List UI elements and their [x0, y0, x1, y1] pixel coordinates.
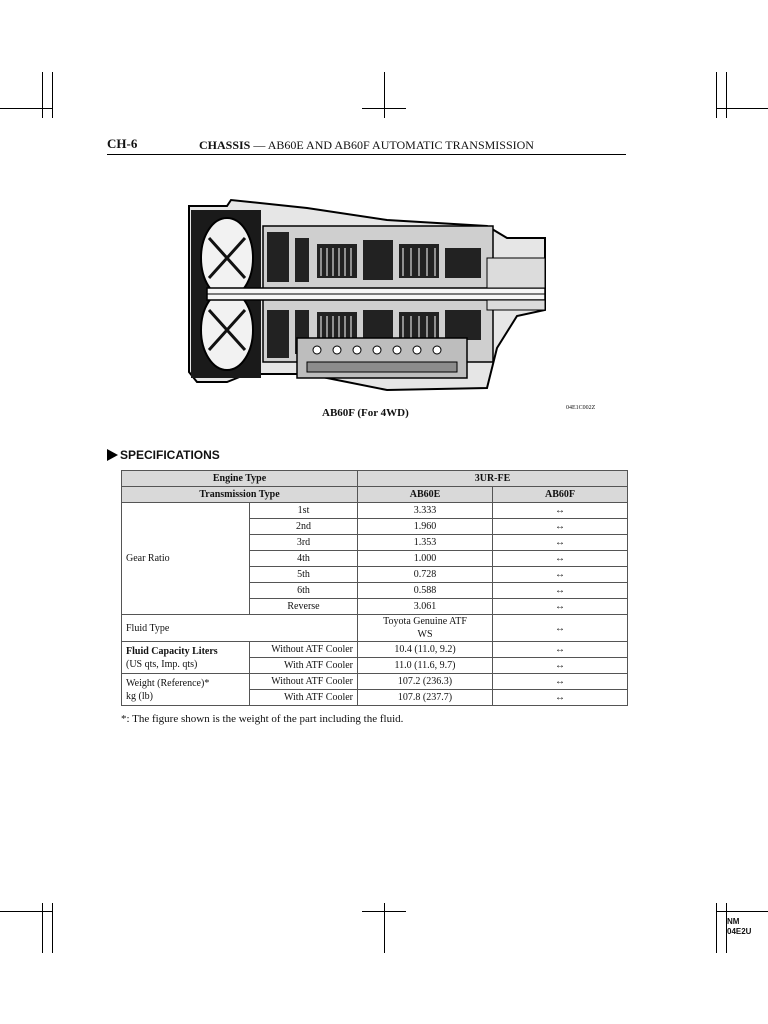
fluid-with-cooler-label: With ATF Cooler [250, 658, 358, 674]
gear-ratio-ab60e: 0.728 [358, 567, 493, 583]
header-divider [107, 154, 626, 155]
gear-name: 1st [250, 503, 358, 519]
transmission-type-label: Transmission Type [122, 487, 358, 503]
weight-title: Weight (Reference)* [126, 677, 210, 689]
fluid-type-line2: WS [417, 629, 433, 640]
gear-ratio-ab60f: ↔ [493, 535, 628, 551]
fluid-with-cooler-ab60f: ↔ [493, 658, 628, 674]
table-row [122, 615, 628, 642]
gear-name: 4th [250, 551, 358, 567]
fluid-capacity-label [122, 642, 250, 674]
fluid-capacity-units: (US qts, Imp. qts) [126, 658, 198, 670]
weight-with-cooler-ab60e: 107.8 (237.7) [358, 690, 493, 706]
footer-code-line1: NM [727, 917, 740, 926]
gear-ratio-ab60f: ↔ [493, 503, 628, 519]
fluid-with-cooler-ab60e: 11.0 (11.6, 9.7) [358, 658, 493, 674]
gear-ratio-ab60e: 1.000 [358, 551, 493, 567]
gear-ratio-ab60f: ↔ [493, 519, 628, 535]
fluid-without-cooler-ab60e: 10.4 (11.0, 9.2) [358, 642, 493, 658]
page-title [199, 138, 534, 153]
footer-code-line2: 04E2U [727, 927, 752, 936]
gear-ratio-ab60f: ↔ [493, 599, 628, 615]
fluid-type-label: Fluid Type [122, 615, 358, 642]
table-row [122, 471, 628, 487]
fluid-without-cooler-label: Without ATF Cooler [250, 642, 358, 658]
fluid-type-ab60f: ↔ [493, 615, 628, 642]
fluid-without-cooler-ab60f: ↔ [493, 642, 628, 658]
column-header-ab60f: AB60F [493, 487, 628, 503]
section-name: CHASSIS [199, 138, 251, 152]
gear-ratio-ab60e: 3.333 [358, 503, 493, 519]
transmission-cutaway-icon [187, 198, 547, 398]
gear-name: 6th [250, 583, 358, 599]
weight-without-cooler-label: Without ATF Cooler [250, 674, 358, 690]
specifications-table [121, 470, 628, 706]
gear-name: Reverse [250, 599, 358, 615]
gear-ratio-ab60f: ↔ [493, 567, 628, 583]
fluid-type-line1: Toyota Genuine ATF [383, 616, 467, 627]
table-row [122, 642, 628, 658]
gear-name: 2nd [250, 519, 358, 535]
gear-ratio-ab60f: ↔ [493, 551, 628, 567]
weight-with-cooler-ab60f: ↔ [493, 690, 628, 706]
gear-ratio-ab60e: 3.061 [358, 599, 493, 615]
specifications-heading-text: SPECIFICATIONS [120, 448, 220, 462]
weight-without-cooler-ab60f: ↔ [493, 674, 628, 690]
gear-ratio-ab60e: 1.353 [358, 535, 493, 551]
gear-ratio-ab60e: 0.588 [358, 583, 493, 599]
title-text: — AB60E AND AB60F AUTOMATIC TRANSMISSION [250, 138, 534, 152]
gear-ratio-ab60f: ↔ [493, 583, 628, 599]
table-row [122, 503, 628, 519]
gear-ratio-label: Gear Ratio [122, 503, 250, 615]
weight-label [122, 674, 250, 706]
footer-code [727, 917, 751, 937]
weight-units: kg (lb) [126, 690, 153, 702]
footnote: *: The figure shown is the weight of the part including the fluid. [121, 713, 404, 725]
triangle-bullet-icon [107, 449, 118, 461]
table-row [122, 674, 628, 690]
gear-ratio-ab60e: 1.960 [358, 519, 493, 535]
table-row [122, 487, 628, 503]
weight-without-cooler-ab60e: 107.2 (236.3) [358, 674, 493, 690]
figure-caption: AB60F (For 4WD) [322, 407, 409, 419]
engine-type-value: 3UR-FE [358, 471, 628, 487]
specifications-heading [107, 448, 220, 462]
fluid-type-ab60e [358, 615, 493, 642]
fluid-capacity-title: Fluid Capacity Liters [126, 645, 218, 657]
page-code: CH-6 [107, 136, 138, 151]
weight-with-cooler-label: With ATF Cooler [250, 690, 358, 706]
column-header-ab60e: AB60E [358, 487, 493, 503]
gear-name: 3rd [250, 535, 358, 551]
gear-name: 5th [250, 567, 358, 583]
figure-id: 04E1C002Z [566, 405, 596, 411]
engine-type-label: Engine Type [122, 471, 358, 487]
